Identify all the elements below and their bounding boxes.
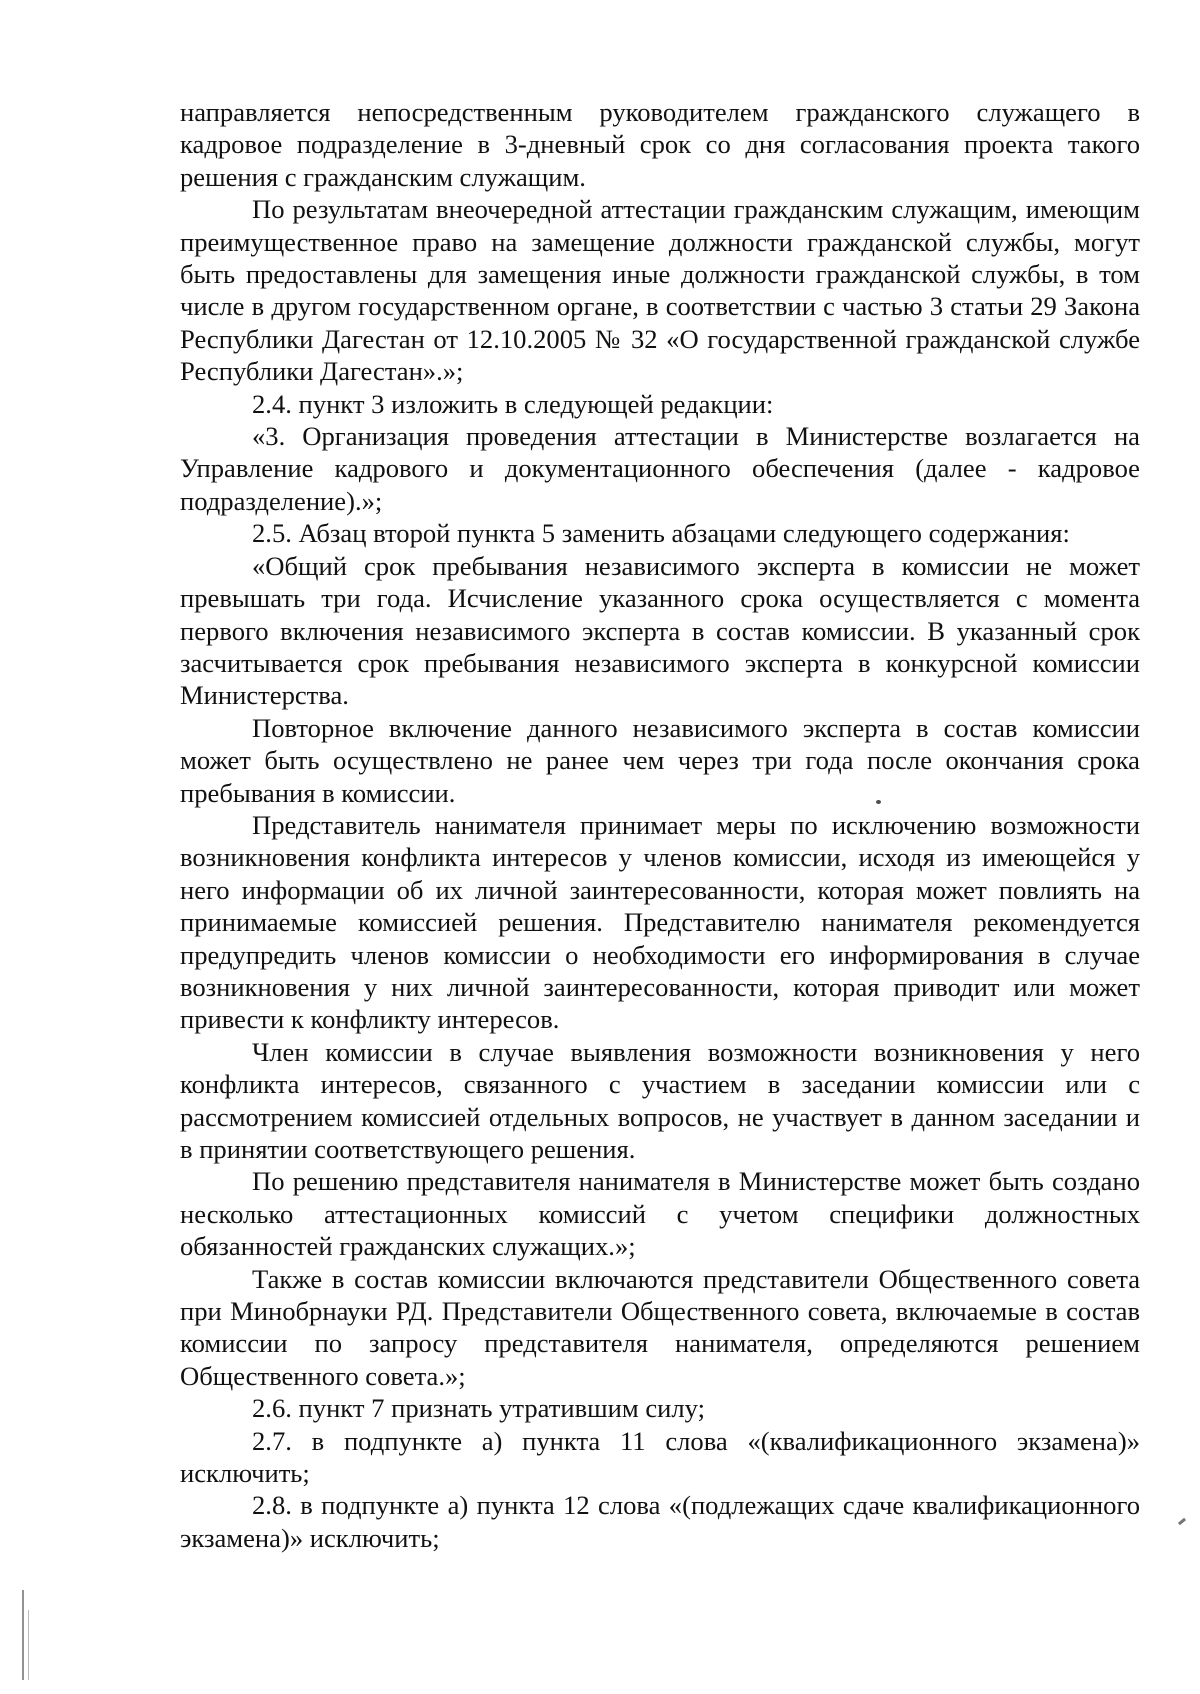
paragraph-6: «Общий срок пребывания независимого эксперта в комиссии не может превышать три года. Исчисление указанного срока осуществляется с момента первого включения независимого эксперта в состав комиссии. В указанный срок засчитывается срок пребывания независимого эксперта в конкурсной комиссии Министерства. bbox=[180, 550, 1140, 711]
paragraph-8: Представитель нанимателя принимает меры по исключению возможности возникновения конфликта интересов у членов комиссии, исходя из имеющейся у него информации об их личной заинтересованности, которая может повлиять на принимаемые комиссией решения. Представителю нанимателя рекомендуется предупредить членов комиссии о необходимости его информирования в случае возникновения у них личной заинтересованности, которая приводит или может привести к конфликту интересов. bbox=[180, 809, 1140, 1035]
paragraph-10: По решению представителя нанимателя в Министерстве может быть создано несколько аттестационных комиссий с учетом специфики должностных обязанностей гражданских служащих.»; bbox=[180, 1166, 1140, 1262]
paragraph-13: 2.7. в подпункте а) пункта 11 слова «(квалификационного экзамена)» исключить; bbox=[180, 1425, 1140, 1489]
scan-edge-mark bbox=[22, 1590, 24, 1680]
paragraph-7: Повторное включение данного независимого эксперта в состав комиссии может быть осуществлено не ранее чем через три года после окончания срока пребывания в комиссии. bbox=[180, 712, 1140, 808]
paragraph-3: 2.4. пункт 3 изложить в следующей редакции: bbox=[252, 388, 774, 419]
paragraph-5: 2.5. Абзац второй пункта 5 заменить абзацами следующего содержания: bbox=[252, 518, 1070, 549]
paragraph-9: Член комиссии в случае выявления возможности возникновения у него конфликта интересов, связанного с участием в заседании комиссии или с рассмотрением комиссией отдельных вопросов, не участвует в данном заседании и в принятии соответствующего решения. bbox=[180, 1036, 1140, 1164]
document-body bbox=[180, 96, 1140, 1554]
scan-edge-mark bbox=[1178, 1518, 1186, 1525]
paragraph-2: По результатам внеочередной аттестации гражданским служащим, имеющим преимущественное право на замещение должности гражданской службы, могут быть предоставлены для замещения иные должности гражданской службы, в том числе в другом государственном органе, в соответствии с частью 3 статьи 29 Закона Республики Дагестан от 12.10.2005 № 32 «О государственной гражданской службе Республики Дагестан».»; bbox=[180, 194, 1140, 387]
scan-edge-mark bbox=[28, 1610, 29, 1680]
paragraph-12: 2.6. пункт 7 признать утратившим силу; bbox=[252, 1393, 705, 1424]
paragraph-4: «3. Организация проведения аттестации в Министерстве возлагается на Управление кадрового и документационного обеспечения (далее - кадровое подразделение).»; bbox=[180, 421, 1140, 516]
paragraph-11: Также в состав комиссии включаются представители Общественного совета при Минобрнауки РД. Представители Общественного совета, включаемые в состав комиссии по запросу представителя нанимателя, определяются решением Общественного совета.»; bbox=[180, 1263, 1140, 1391]
paragraph-1: направляется непосредственным руководителем гражданского служащего в кадровое подразделение в 3-дневный срок со дня согласования проекта такого решения с гражданским служащим. bbox=[180, 97, 1140, 192]
paragraph-14: 2.8. в подпункте а) пункта 12 слова «(подлежащих сдаче квалификационного экзамена)» исключить; bbox=[180, 1490, 1140, 1553]
scan-speck bbox=[876, 800, 881, 804]
